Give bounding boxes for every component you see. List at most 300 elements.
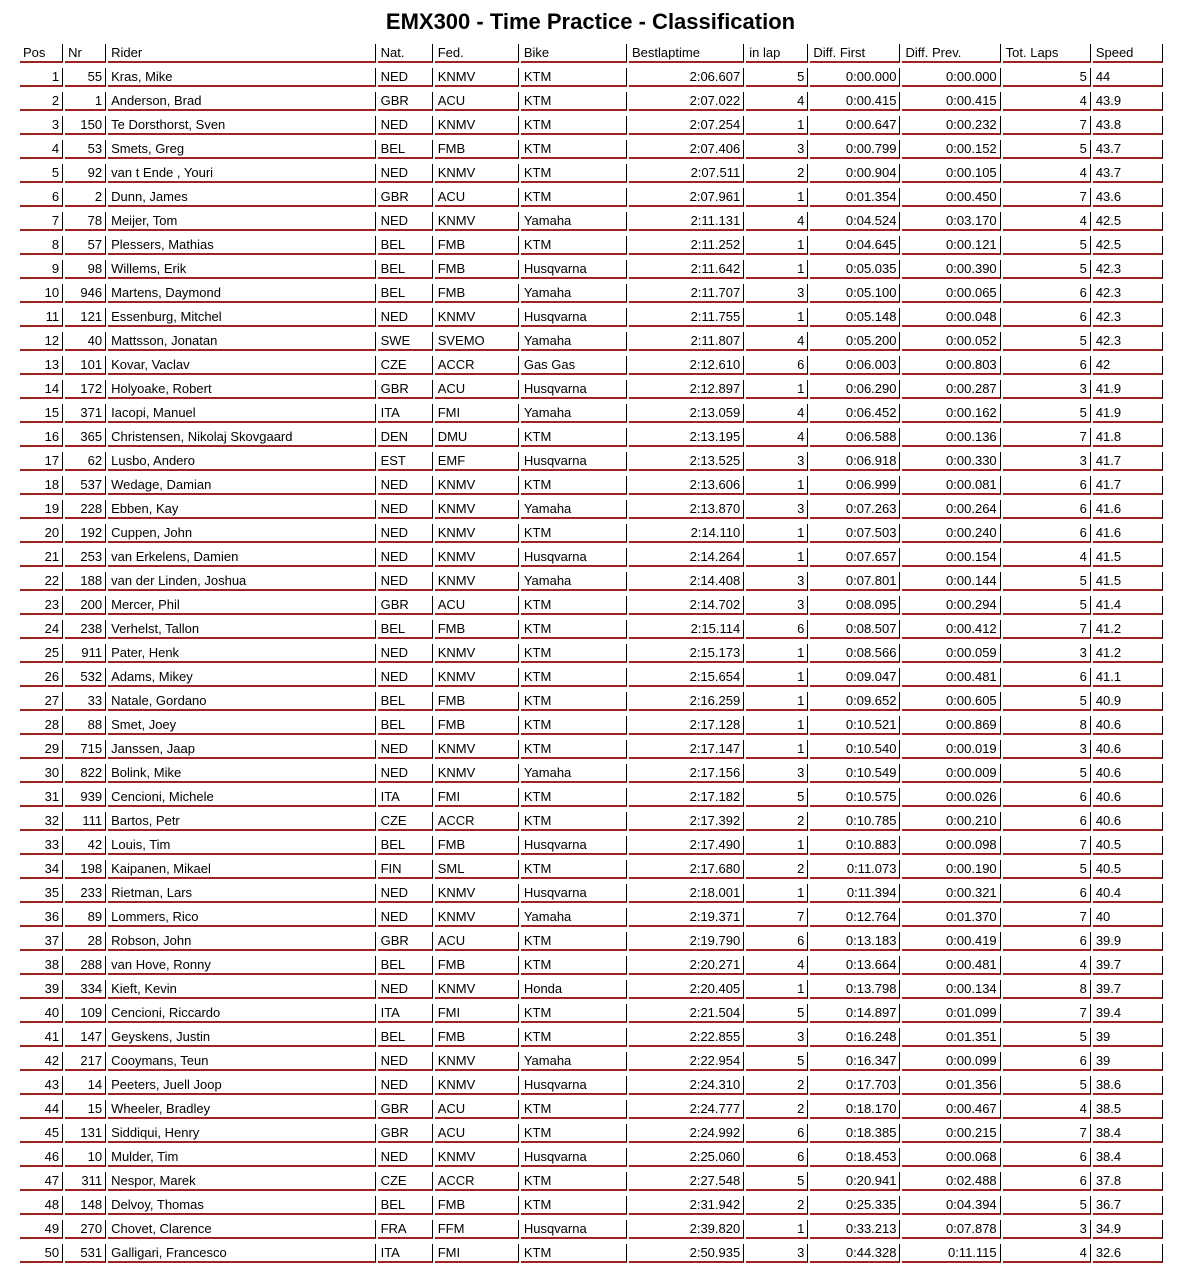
- cell-diff_first: 0:07.657: [810, 548, 900, 567]
- cell-nat: BEL: [378, 1196, 433, 1215]
- cell-nr: 946: [65, 284, 106, 303]
- cell-pos: 11: [20, 308, 63, 327]
- cell-speed: 41.7: [1093, 476, 1163, 495]
- result-row: [20, 524, 1163, 543]
- result-row: [20, 812, 1163, 831]
- cell-in_lap: 1: [746, 740, 808, 759]
- cell-rider: Chovet, Clarence: [108, 1220, 375, 1239]
- cell-fed: FFM: [435, 1220, 519, 1239]
- cell-diff_prev: 0:00.415: [902, 92, 1000, 111]
- cell-tot_laps: 4: [1003, 212, 1091, 231]
- cell-bestlaptime: 2:19.790: [629, 932, 744, 951]
- column-header-in_lap: in lap: [746, 44, 808, 63]
- cell-in_lap: 3: [746, 1028, 808, 1047]
- cell-speed: 40.6: [1093, 812, 1163, 831]
- cell-tot_laps: 4: [1003, 92, 1091, 111]
- result-row: [20, 92, 1163, 111]
- result-row: [20, 620, 1163, 639]
- cell-diff_prev: 0:00.099: [902, 1052, 1000, 1071]
- cell-tot_laps: 5: [1003, 764, 1091, 783]
- cell-bestlaptime: 2:22.855: [629, 1028, 744, 1047]
- result-row: [20, 380, 1163, 399]
- cell-rider: Plessers, Mathias: [108, 236, 375, 255]
- cell-fed: FMB: [435, 260, 519, 279]
- cell-speed: 36.7: [1093, 1196, 1163, 1215]
- cell-diff_first: 0:05.035: [810, 260, 900, 279]
- cell-pos: 20: [20, 524, 63, 543]
- cell-speed: 38.4: [1093, 1148, 1163, 1167]
- cell-diff_prev: 0:00.481: [902, 956, 1000, 975]
- cell-bike: Yamaha: [521, 284, 627, 303]
- cell-bike: Yamaha: [521, 572, 627, 591]
- cell-fed: FMB: [435, 620, 519, 639]
- cell-in_lap: 2: [746, 164, 808, 183]
- cell-diff_first: 0:00.799: [810, 140, 900, 159]
- cell-diff_prev: 0:01.099: [902, 1004, 1000, 1023]
- cell-pos: 12: [20, 332, 63, 351]
- cell-tot_laps: 5: [1003, 1028, 1091, 1047]
- cell-bike: KTM: [521, 740, 627, 759]
- cell-in_lap: 4: [746, 404, 808, 423]
- cell-nr: 911: [65, 644, 106, 663]
- cell-rider: Kieft, Kevin: [108, 980, 375, 999]
- cell-tot_laps: 4: [1003, 1100, 1091, 1119]
- cell-diff_prev: 0:00.294: [902, 596, 1000, 615]
- cell-rider: Louis, Tim: [108, 836, 375, 855]
- cell-nat: SWE: [378, 332, 433, 351]
- cell-pos: 41: [20, 1028, 63, 1047]
- cell-in_lap: 1: [746, 236, 808, 255]
- cell-rider: van t Ende , Youri: [108, 164, 375, 183]
- cell-tot_laps: 3: [1003, 644, 1091, 663]
- cell-in_lap: 3: [746, 596, 808, 615]
- result-row: [20, 764, 1163, 783]
- cell-tot_laps: 6: [1003, 1052, 1091, 1071]
- header-row: [20, 44, 1163, 63]
- cell-bike: KTM: [521, 428, 627, 447]
- cell-fed: FMI: [435, 1004, 519, 1023]
- cell-rider: Wedage, Damian: [108, 476, 375, 495]
- cell-in_lap: 6: [746, 1148, 808, 1167]
- result-row: [20, 188, 1163, 207]
- cell-rider: Verhelst, Tallon: [108, 620, 375, 639]
- cell-speed: 37.8: [1093, 1172, 1163, 1191]
- result-row: [20, 788, 1163, 807]
- cell-diff_first: 0:01.354: [810, 188, 900, 207]
- cell-in_lap: 1: [746, 668, 808, 687]
- result-row: [20, 308, 1163, 327]
- cell-diff_first: 0:05.148: [810, 308, 900, 327]
- cell-nr: 531: [65, 1244, 106, 1263]
- cell-tot_laps: 4: [1003, 548, 1091, 567]
- cell-in_lap: 1: [746, 980, 808, 999]
- cell-diff_first: 0:10.521: [810, 716, 900, 735]
- cell-speed: 42.3: [1093, 308, 1163, 327]
- cell-rider: Meijer, Tom: [108, 212, 375, 231]
- cell-nat: ITA: [378, 404, 433, 423]
- cell-pos: 10: [20, 284, 63, 303]
- cell-diff_first: 0:06.918: [810, 452, 900, 471]
- cell-bike: KTM: [521, 956, 627, 975]
- cell-nat: BEL: [378, 236, 433, 255]
- result-row: [20, 68, 1163, 87]
- cell-bestlaptime: 2:11.252: [629, 236, 744, 255]
- cell-bestlaptime: 2:07.961: [629, 188, 744, 207]
- cell-in_lap: 1: [746, 524, 808, 543]
- result-row: [20, 332, 1163, 351]
- result-row: [20, 1004, 1163, 1023]
- cell-diff_first: 0:20.941: [810, 1172, 900, 1191]
- cell-bike: KTM: [521, 620, 627, 639]
- cell-diff_prev: 0:00.081: [902, 476, 1000, 495]
- cell-diff_prev: 0:00.019: [902, 740, 1000, 759]
- cell-fed: SVEMO: [435, 332, 519, 351]
- cell-tot_laps: 5: [1003, 404, 1091, 423]
- cell-nat: BEL: [378, 284, 433, 303]
- cell-in_lap: 1: [746, 716, 808, 735]
- column-header-fed: Fed.: [435, 44, 519, 63]
- cell-tot_laps: 3: [1003, 1220, 1091, 1239]
- cell-fed: KNMV: [435, 644, 519, 663]
- cell-in_lap: 4: [746, 332, 808, 351]
- cell-bike: KTM: [521, 476, 627, 495]
- cell-pos: 1: [20, 68, 63, 87]
- cell-tot_laps: 6: [1003, 932, 1091, 951]
- cell-tot_laps: 5: [1003, 236, 1091, 255]
- cell-nr: 57: [65, 236, 106, 255]
- cell-diff_prev: 0:00.481: [902, 668, 1000, 687]
- cell-fed: KNMV: [435, 1052, 519, 1071]
- cell-nr: 92: [65, 164, 106, 183]
- cell-tot_laps: 4: [1003, 1244, 1091, 1263]
- cell-tot_laps: 6: [1003, 476, 1091, 495]
- cell-pos: 35: [20, 884, 63, 903]
- cell-nat: FRA: [378, 1220, 433, 1239]
- cell-diff_prev: 0:01.351: [902, 1028, 1000, 1047]
- cell-fed: FMI: [435, 1244, 519, 1263]
- cell-nat: GBR: [378, 932, 433, 951]
- cell-nat: NED: [378, 500, 433, 519]
- cell-nr: 198: [65, 860, 106, 879]
- cell-bike: KTM: [521, 236, 627, 255]
- cell-in_lap: 5: [746, 68, 808, 87]
- cell-in_lap: 1: [746, 116, 808, 135]
- cell-diff_first: 0:06.290: [810, 380, 900, 399]
- cell-speed: 43.7: [1093, 140, 1163, 159]
- result-row: [20, 572, 1163, 591]
- cell-nat: NED: [378, 164, 433, 183]
- cell-speed: 41.8: [1093, 428, 1163, 447]
- cell-diff_first: 0:10.540: [810, 740, 900, 759]
- cell-bike: KTM: [521, 1172, 627, 1191]
- cell-speed: 40.6: [1093, 716, 1163, 735]
- cell-tot_laps: 7: [1003, 908, 1091, 927]
- cell-nr: 150: [65, 116, 106, 135]
- cell-diff_prev: 0:00.162: [902, 404, 1000, 423]
- cell-nr: 40: [65, 332, 106, 351]
- page-title: EMX300 - Time Practice - Classification: [385, 9, 796, 34]
- cell-pos: 7: [20, 212, 63, 231]
- cell-diff_first: 0:04.645: [810, 236, 900, 255]
- cell-fed: KNMV: [435, 668, 519, 687]
- cell-diff_prev: 0:04.394: [902, 1196, 1000, 1215]
- result-row: [20, 284, 1163, 303]
- cell-bike: KTM: [521, 524, 627, 543]
- cell-diff_first: 0:44.328: [810, 1244, 900, 1263]
- cell-nr: 15: [65, 1100, 106, 1119]
- cell-bestlaptime: 2:14.408: [629, 572, 744, 591]
- cell-tot_laps: 5: [1003, 692, 1091, 711]
- cell-rider: Robson, John: [108, 932, 375, 951]
- cell-in_lap: 5: [746, 788, 808, 807]
- cell-nat: GBR: [378, 188, 433, 207]
- cell-bike: Husqvarna: [521, 1148, 627, 1167]
- cell-rider: Willems, Erik: [108, 260, 375, 279]
- cell-pos: 5: [20, 164, 63, 183]
- cell-pos: 3: [20, 116, 63, 135]
- cell-bestlaptime: 2:11.755: [629, 308, 744, 327]
- cell-nr: 147: [65, 1028, 106, 1047]
- cell-bike: Yamaha: [521, 908, 627, 927]
- cell-speed: 43.8: [1093, 116, 1163, 135]
- cell-nat: CZE: [378, 356, 433, 375]
- cell-fed: KNMV: [435, 308, 519, 327]
- cell-nr: 131: [65, 1124, 106, 1143]
- cell-bestlaptime: 2:18.001: [629, 884, 744, 903]
- cell-diff_first: 0:09.652: [810, 692, 900, 711]
- cell-nr: 148: [65, 1196, 106, 1215]
- cell-fed: KNMV: [435, 572, 519, 591]
- cell-pos: 28: [20, 716, 63, 735]
- cell-bestlaptime: 2:24.777: [629, 1100, 744, 1119]
- cell-in_lap: 3: [746, 572, 808, 591]
- cell-bestlaptime: 2:14.264: [629, 548, 744, 567]
- cell-bestlaptime: 2:21.504: [629, 1004, 744, 1023]
- cell-bike: KTM: [521, 692, 627, 711]
- cell-speed: 42.3: [1093, 332, 1163, 351]
- result-row: [20, 476, 1163, 495]
- cell-speed: 38.5: [1093, 1100, 1163, 1119]
- cell-nat: NED: [378, 68, 433, 87]
- cell-bike: KTM: [521, 596, 627, 615]
- cell-tot_laps: 7: [1003, 188, 1091, 207]
- cell-in_lap: 4: [746, 956, 808, 975]
- result-row: [20, 1028, 1163, 1047]
- cell-speed: 41.5: [1093, 572, 1163, 591]
- cell-nat: NED: [378, 476, 433, 495]
- cell-diff_prev: 0:00.098: [902, 836, 1000, 855]
- cell-speed: 40.6: [1093, 764, 1163, 783]
- cell-fed: ACU: [435, 596, 519, 615]
- cell-nr: 311: [65, 1172, 106, 1191]
- cell-bike: Husqvarna: [521, 884, 627, 903]
- cell-diff_prev: 0:00.059: [902, 644, 1000, 663]
- cell-nat: DEN: [378, 428, 433, 447]
- cell-fed: FMB: [435, 692, 519, 711]
- cell-fed: KNMV: [435, 212, 519, 231]
- result-row: [20, 1196, 1163, 1215]
- cell-diff_first: 0:09.047: [810, 668, 900, 687]
- cell-fed: ACU: [435, 932, 519, 951]
- cell-fed: ACU: [435, 1100, 519, 1119]
- cell-speed: 43.7: [1093, 164, 1163, 183]
- cell-speed: 44: [1093, 68, 1163, 87]
- cell-tot_laps: 7: [1003, 836, 1091, 855]
- cell-tot_laps: 6: [1003, 1148, 1091, 1167]
- cell-pos: 6: [20, 188, 63, 207]
- cell-rider: Te Dorsthorst, Sven: [108, 116, 375, 135]
- cell-nat: BEL: [378, 260, 433, 279]
- cell-tot_laps: 5: [1003, 572, 1091, 591]
- cell-bestlaptime: 2:11.807: [629, 332, 744, 351]
- cell-fed: ACCR: [435, 812, 519, 831]
- cell-nat: BEL: [378, 836, 433, 855]
- cell-speed: 41.6: [1093, 524, 1163, 543]
- result-row: [20, 596, 1163, 615]
- cell-diff_prev: 0:00.134: [902, 980, 1000, 999]
- cell-diff_first: 0:10.883: [810, 836, 900, 855]
- cell-diff_prev: 0:00.450: [902, 188, 1000, 207]
- cell-nr: 53: [65, 140, 106, 159]
- cell-rider: Rietman, Lars: [108, 884, 375, 903]
- cell-bestlaptime: 2:20.271: [629, 956, 744, 975]
- cell-diff_first: 0:18.385: [810, 1124, 900, 1143]
- cell-rider: Mercer, Phil: [108, 596, 375, 615]
- cell-in_lap: 2: [746, 812, 808, 831]
- result-row: [20, 356, 1163, 375]
- cell-tot_laps: 5: [1003, 68, 1091, 87]
- cell-bike: Husqvarna: [521, 452, 627, 471]
- cell-bestlaptime: 2:24.310: [629, 1076, 744, 1095]
- cell-tot_laps: 5: [1003, 1196, 1091, 1215]
- cell-bike: Yamaha: [521, 1052, 627, 1071]
- cell-nr: 88: [65, 716, 106, 735]
- cell-fed: FMB: [435, 1196, 519, 1215]
- cell-bike: Husqvarna: [521, 1220, 627, 1239]
- cell-speed: 40.9: [1093, 692, 1163, 711]
- cell-rider: Cencioni, Michele: [108, 788, 375, 807]
- cell-nr: 14: [65, 1076, 106, 1095]
- cell-bike: KTM: [521, 140, 627, 159]
- cell-pos: 27: [20, 692, 63, 711]
- cell-diff_first: 0:10.549: [810, 764, 900, 783]
- cell-nat: BEL: [378, 1028, 433, 1047]
- cell-bestlaptime: 2:22.954: [629, 1052, 744, 1071]
- cell-rider: Delvoy, Thomas: [108, 1196, 375, 1215]
- cell-bestlaptime: 2:11.707: [629, 284, 744, 303]
- result-row: [20, 1172, 1163, 1191]
- cell-nr: 192: [65, 524, 106, 543]
- cell-diff_first: 0:07.801: [810, 572, 900, 591]
- cell-fed: FMB: [435, 716, 519, 735]
- cell-pos: 42: [20, 1052, 63, 1071]
- cell-bike: Husqvarna: [521, 836, 627, 855]
- cell-in_lap: 3: [746, 1244, 808, 1263]
- cell-in_lap: 1: [746, 836, 808, 855]
- cell-pos: 37: [20, 932, 63, 951]
- cell-diff_first: 0:13.664: [810, 956, 900, 975]
- cell-diff_first: 0:06.003: [810, 356, 900, 375]
- cell-rider: van Hove, Ronny: [108, 956, 375, 975]
- cell-bike: KTM: [521, 860, 627, 879]
- cell-speed: 39.9: [1093, 932, 1163, 951]
- cell-nr: 1: [65, 92, 106, 111]
- cell-diff_first: 0:13.798: [810, 980, 900, 999]
- result-row: [20, 860, 1163, 879]
- cell-nr: 334: [65, 980, 106, 999]
- cell-fed: KNMV: [435, 740, 519, 759]
- cell-rider: Kaipanen, Mikael: [108, 860, 375, 879]
- cell-tot_laps: 3: [1003, 380, 1091, 399]
- cell-rider: Nespor, Marek: [108, 1172, 375, 1191]
- cell-bike: Husqvarna: [521, 380, 627, 399]
- cell-bestlaptime: 2:12.610: [629, 356, 744, 375]
- cell-bestlaptime: 2:07.254: [629, 116, 744, 135]
- cell-bike: KTM: [521, 92, 627, 111]
- cell-speed: 41.5: [1093, 548, 1163, 567]
- cell-nat: GBR: [378, 1124, 433, 1143]
- cell-tot_laps: 5: [1003, 596, 1091, 615]
- cell-pos: 43: [20, 1076, 63, 1095]
- cell-rider: Adams, Mikey: [108, 668, 375, 687]
- cell-bestlaptime: 2:17.490: [629, 836, 744, 855]
- cell-diff_prev: 0:01.356: [902, 1076, 1000, 1095]
- cell-nat: ITA: [378, 1244, 433, 1263]
- cell-diff_first: 0:11.394: [810, 884, 900, 903]
- result-row: [20, 1124, 1163, 1143]
- cell-rider: Janssen, Jaap: [108, 740, 375, 759]
- cell-nr: 233: [65, 884, 106, 903]
- cell-nat: NED: [378, 212, 433, 231]
- cell-diff_first: 0:17.703: [810, 1076, 900, 1095]
- cell-rider: Bolink, Mike: [108, 764, 375, 783]
- cell-rider: van der Linden, Joshua: [108, 572, 375, 591]
- cell-speed: 39.7: [1093, 956, 1163, 975]
- cell-diff_first: 0:14.897: [810, 1004, 900, 1023]
- cell-fed: ACU: [435, 188, 519, 207]
- cell-speed: 39.7: [1093, 980, 1163, 999]
- cell-nr: 28: [65, 932, 106, 951]
- cell-speed: 38.4: [1093, 1124, 1163, 1143]
- cell-diff_prev: 0:00.068: [902, 1148, 1000, 1167]
- cell-rider: Lusbo, Andero: [108, 452, 375, 471]
- cell-in_lap: 3: [746, 764, 808, 783]
- cell-bike: KTM: [521, 116, 627, 135]
- result-row: [20, 1076, 1163, 1095]
- cell-tot_laps: 8: [1003, 980, 1091, 999]
- cell-bestlaptime: 2:11.131: [629, 212, 744, 231]
- result-row: [20, 956, 1163, 975]
- cell-bike: KTM: [521, 932, 627, 951]
- cell-in_lap: 1: [746, 308, 808, 327]
- cell-tot_laps: 5: [1003, 260, 1091, 279]
- cell-rider: Smet, Joey: [108, 716, 375, 735]
- result-row: [20, 884, 1163, 903]
- cell-fed: DMU: [435, 428, 519, 447]
- cell-nr: 238: [65, 620, 106, 639]
- cell-tot_laps: 8: [1003, 716, 1091, 735]
- result-row: [20, 404, 1163, 423]
- cell-bestlaptime: 2:17.128: [629, 716, 744, 735]
- cell-in_lap: 1: [746, 476, 808, 495]
- cell-rider: Cencioni, Riccardo: [108, 1004, 375, 1023]
- cell-pos: 9: [20, 260, 63, 279]
- cell-tot_laps: 5: [1003, 332, 1091, 351]
- cell-diff_first: 0:13.183: [810, 932, 900, 951]
- cell-rider: Iacopi, Manuel: [108, 404, 375, 423]
- cell-tot_laps: 6: [1003, 812, 1091, 831]
- result-row: [20, 1052, 1163, 1071]
